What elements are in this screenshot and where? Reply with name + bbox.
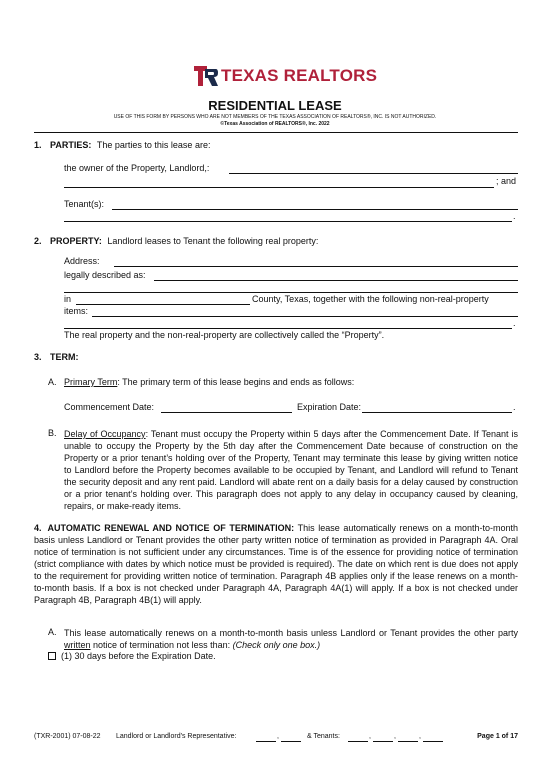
texas-realtors-logo [194,66,377,86]
items-field[interactable] [92,316,518,317]
tenant-initials-3[interactable] [398,741,418,742]
property-collective-note: The real property and the non-real-property are collectively called the “Property”. [64,330,385,340]
renewal-a-letter: A. [48,627,57,637]
items-label: items: [64,306,89,316]
tenant-initials-2[interactable] [373,741,393,742]
tenant-end-period: . [513,211,516,221]
landlord-label: the owner of the Property, Landlord,: [64,163,210,173]
legal-description-field-2[interactable] [64,292,518,293]
texas-realtors-mark-icon [194,66,218,86]
copyright-notice: ©Texas Association of REALTORS®, Inc. 2022 [220,121,330,127]
form-title: RESIDENTIAL LEASE [208,98,342,113]
form-id: (TXR-2001) 07-08-22 [34,733,101,740]
option-1-checkbox[interactable] [48,652,56,660]
expiration-date-label: Expiration Date: [297,402,362,412]
page-number: Page 1 of 17 [477,733,518,740]
tenant-label: Tenant(s): [64,199,105,209]
commencement-date-field[interactable] [161,412,292,413]
legal-description-label: legally described as: [64,270,146,280]
tenant-name-field-2[interactable] [64,221,512,222]
term-a-letter: A. [48,377,57,387]
landlord-name-field[interactable] [229,173,518,174]
landlord-initials-2[interactable] [281,741,301,742]
tenant-name-field[interactable] [112,209,518,210]
footer-tenants-label: & Tenants: [307,733,340,740]
address-label: Address: [64,256,100,266]
landlord-name-field-2[interactable] [64,187,494,188]
address-field[interactable] [114,266,518,267]
term-b-letter: B. [48,428,57,438]
and-text: ; and [496,176,517,186]
renewal-option-1: (1) 30 days before the Expiration Date. [48,651,216,661]
section-term-heading: 3. TERM: [34,352,79,362]
county-field[interactable] [76,304,250,305]
county-text: County, Texas, together with the following non-real-property [252,294,489,304]
footer-landlord-label: Landlord or Landlord's Representative: [116,733,237,740]
tenant-initials-1[interactable] [348,741,368,742]
primary-term-text: Primary Term: The primary term of this lease begins and ends as follows: [64,377,355,387]
county-in-label: in [64,294,72,304]
section-renewal-paragraph: 4. AUTOMATIC RENEWAL AND NOTICE OF TERMINATION: This lease automatically renews on a month-to-month basis unless Landlord or Tenant provides the other party written notice of termination as provided in Paragraph 4A. Oral notice of termination is not sufficient under any circumstances. Time is of the essence for providing notice of termination (strict compliance with dates by which notice must be provided is required). The date on which rent is due does not apply to the requirement for providing written notice of termination. Paragraph 4B applies only if the lease renews on a month-to-month basis. If a box is not checked under Paragraph 4A, Paragraph 4A(1) will apply. If a box is not checked under Paragraph 4B, Paragraph 4B(1) will apply. [34,523,518,605]
logo-wordmark: TEXAS REALTORS [221,66,378,85]
delay-of-occupancy-paragraph: Delay of Occupancy: Tenant must occupy the Property within 5 days after the Commencement Date. If Tenant is unable to occupy the Property by the 5th day after the Commencement Date because of construction on the Property or a prior tenant’s holding over of the Property, Tenant may terminate this lease by giving written notice to Landlord before the Property becomes available to be occupied by Tenant, and Landlord will refund to Tenant the security deposit and any rent paid. Landlord will abate rent on a daily basis for a delay caused by construction or a prior tenant’s holding over. This paragraph does not apply to any delay in occupancy caused by cleaning, repairs, or make-ready items. [64,429,518,511]
expiration-date-field[interactable] [362,412,512,413]
items-end-period: . [513,318,516,328]
lease-page: TEXAS REALTORS RESIDENTIAL LEASE USE OF THIS FORM BY PERSONS WHO ARE NOT MEMBERS OF THE TEXAS ASSOCIATION OF REALTORS®, INC. IS NOT AUTHORIZED. ©Texas Association of REALTORS®, Inc. 2022 1. PARTIES: The parties to this lease are: the owner of the Property, Landlord,: ; and Tenant(s): . 2. PROPERTY: Landlord leases to Tenant the following real property: Address: legally described as: in County, Texas, together with the following non-real-property items: . The real property and the non-real-property are collectively called the “Property”. 3. TERM: A. Primary Term: The primary term of this lease begins and ends as follows: Commencement Date: Expiration Date: . B. Delay of Occupancy: Tenant must occupy the Property within 5 days after the Commencement Date. If Tenant is unable to occupy the Property by the 5th day after the Commencement Date because of construction on the Property or a prior tenant’s holding over of the Property, Tenant may terminate this lease by giving written notice to Landlord before the Property becomes available to be occupied by Tenant, and Landlord will refund to Tenant the security deposit and any rent paid. Landlord will abate rent on a daily basis for a delay caused by construction or a prior tenant’s holding over. This paragraph does not apply to any delay in occupancy caused by cleaning, repairs, or make-ready items. 4. AUTOMATIC RENEWAL AND NOTICE OF TERMINATION: This lease automatically renews on a month-to-month basis unless Landlord or Tenant provides the other party written notice of termination as provided in Paragraph 4A. Oral notice of termination is not sufficient under any circumstances. Time is of the essence for providing notice of termination (strict compliance with dates by which notice must be provided is required). The date on which rent is due does not apply to the requirement for providing written notice of termination. Paragraph 4B applies only if the lease renews on a month-to-month basis. If a box is not checked under Paragraph 4A, Paragraph 4A(1) will apply. If a box is not checked under Paragraph 4B, Paragraph 4B(1) will apply. A. This lease automatically renews on a month-to-month basis unless Landlord or Tenant provides the other party written notice of termination not less than: (Check only one box.) (1) 30 days before the Expiration Date. (TXR-2001) 07-08-22 Landlord or Landlord's Representative: , & Tenants: , , , Page 1 of 17 [0,0,550,777]
usage-disclaimer: USE OF THIS FORM BY PERSONS WHO ARE NOT MEMBERS OF THE TEXAS ASSOCIATION OF REALTORS®, INC. IS NOT AUTHORIZED. [113,114,437,120]
header-divider [34,132,518,133]
expiration-end-period: . [513,402,516,412]
tenant-initials-4[interactable] [423,741,443,742]
section-parties-heading: 1. PARTIES: The parties to this lease are: [34,140,211,150]
landlord-initials-1[interactable] [256,741,276,742]
section-property-heading: 2. PROPERTY: Landlord leases to Tenant the following real property: [34,236,319,246]
items-field-2[interactable] [64,328,512,329]
commencement-date-label: Commencement Date: [64,402,155,412]
renewal-a-paragraph: This lease automatically renews on a month-to-month basis unless Landlord or Tenant provides the other party written notice of termination not less than: (Check only one box.) [64,628,518,650]
legal-description-field[interactable] [154,280,518,281]
